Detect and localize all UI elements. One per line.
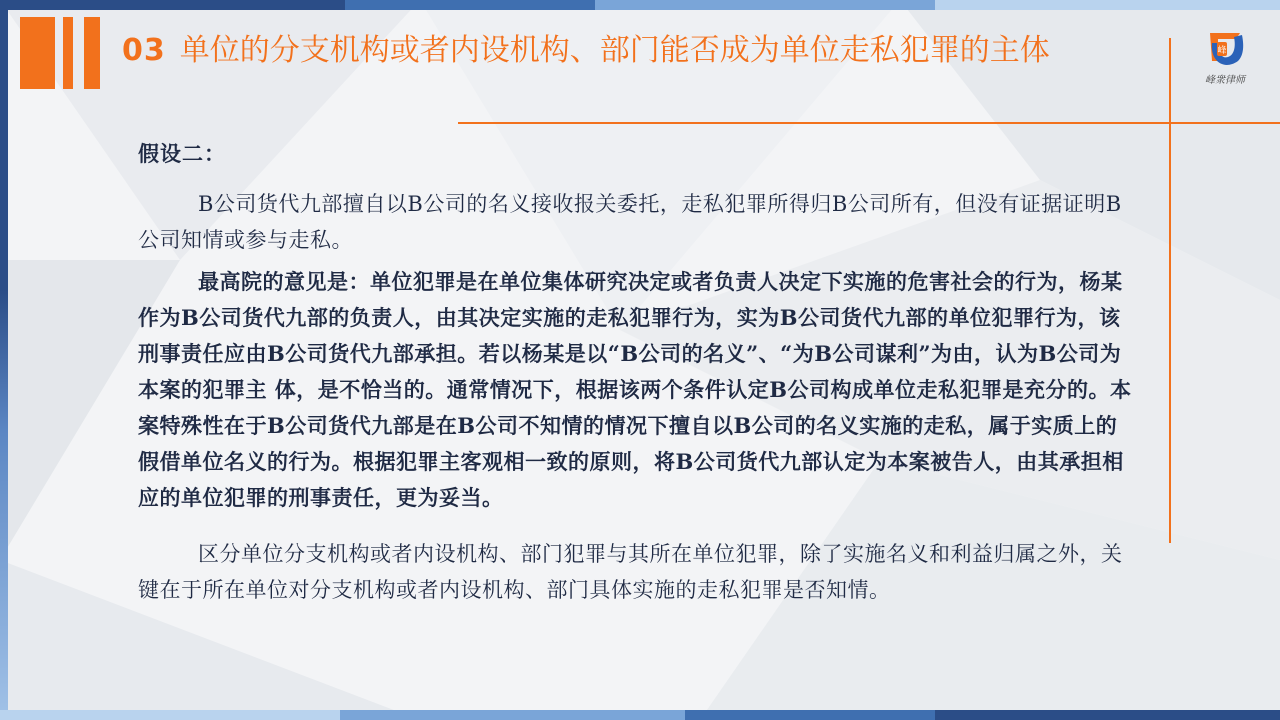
title-text: 单位的分支机构或者内设机构、部门能否成为单位走私犯罪的主体 — [179, 33, 1050, 68]
logo-caption: 峰衆律师 — [1205, 75, 1245, 86]
hypothesis-heading: 假设二： — [138, 141, 226, 166]
accent-block-3 — [84, 17, 100, 89]
paragraph-court-opinion: 最高院的意见是：单位犯罪是在单位集体研究决定或者负责人决定下实施的危害社会的行为，杨某作为B公司货代九部的负责人，由其决定实施的走私犯罪行为，实为B公司货代九部的单位犯罪行为，该刑事责任应由B公司货代九部承担。若以杨某是以“B公司的名义”、“为B公司谋利”为由，认为B公司为本案的犯罪主 体，是不恰当的。通常情况下，根据该两个条件认定B公司构成单位走私犯罪是充分的。本案特殊性在于B公司货代九部是在B公司不知情的情况下擅自以B公司的名义实施的走私，属于实质上的假借单位名义的行为。根据犯罪主客观相一致的原则，将B公司货代九部认定为本案被告人，由其承担相应的单位犯罪的刑事责任，更为妥当。 — [138, 269, 1132, 510]
firm-logo-icon — [1200, 27, 1252, 99]
slide-title — [122, 28, 1050, 78]
top-decorative-bar — [0, 0, 1280, 10]
vertical-divider — [1169, 38, 1171, 543]
paragraph-distinction: 区分单位分支机构或者内设机构、部门犯罪与其所在单位犯罪，除了实施名义和利益归属之外，关键在于所在单位对分支机构或者内设机构、部门具体实施的走私犯罪是否知情。 — [138, 542, 1123, 602]
accent-block-1 — [20, 17, 55, 89]
accent-block-2 — [63, 17, 73, 89]
section-number: 03 — [122, 33, 166, 68]
left-decorative-strip — [0, 10, 8, 710]
slide-body — [138, 136, 1138, 608]
paragraph-hypothesis: B公司货代九部擅自以B公司的名义接收报关委托，走私犯罪所得归B公司所有，但没有证据证明B公司知情或参与走私。 — [138, 192, 1122, 252]
bottom-decorative-bar — [0, 710, 1280, 720]
svg-text:峰: 峰 — [1217, 46, 1227, 56]
horizontal-divider — [458, 122, 1280, 124]
